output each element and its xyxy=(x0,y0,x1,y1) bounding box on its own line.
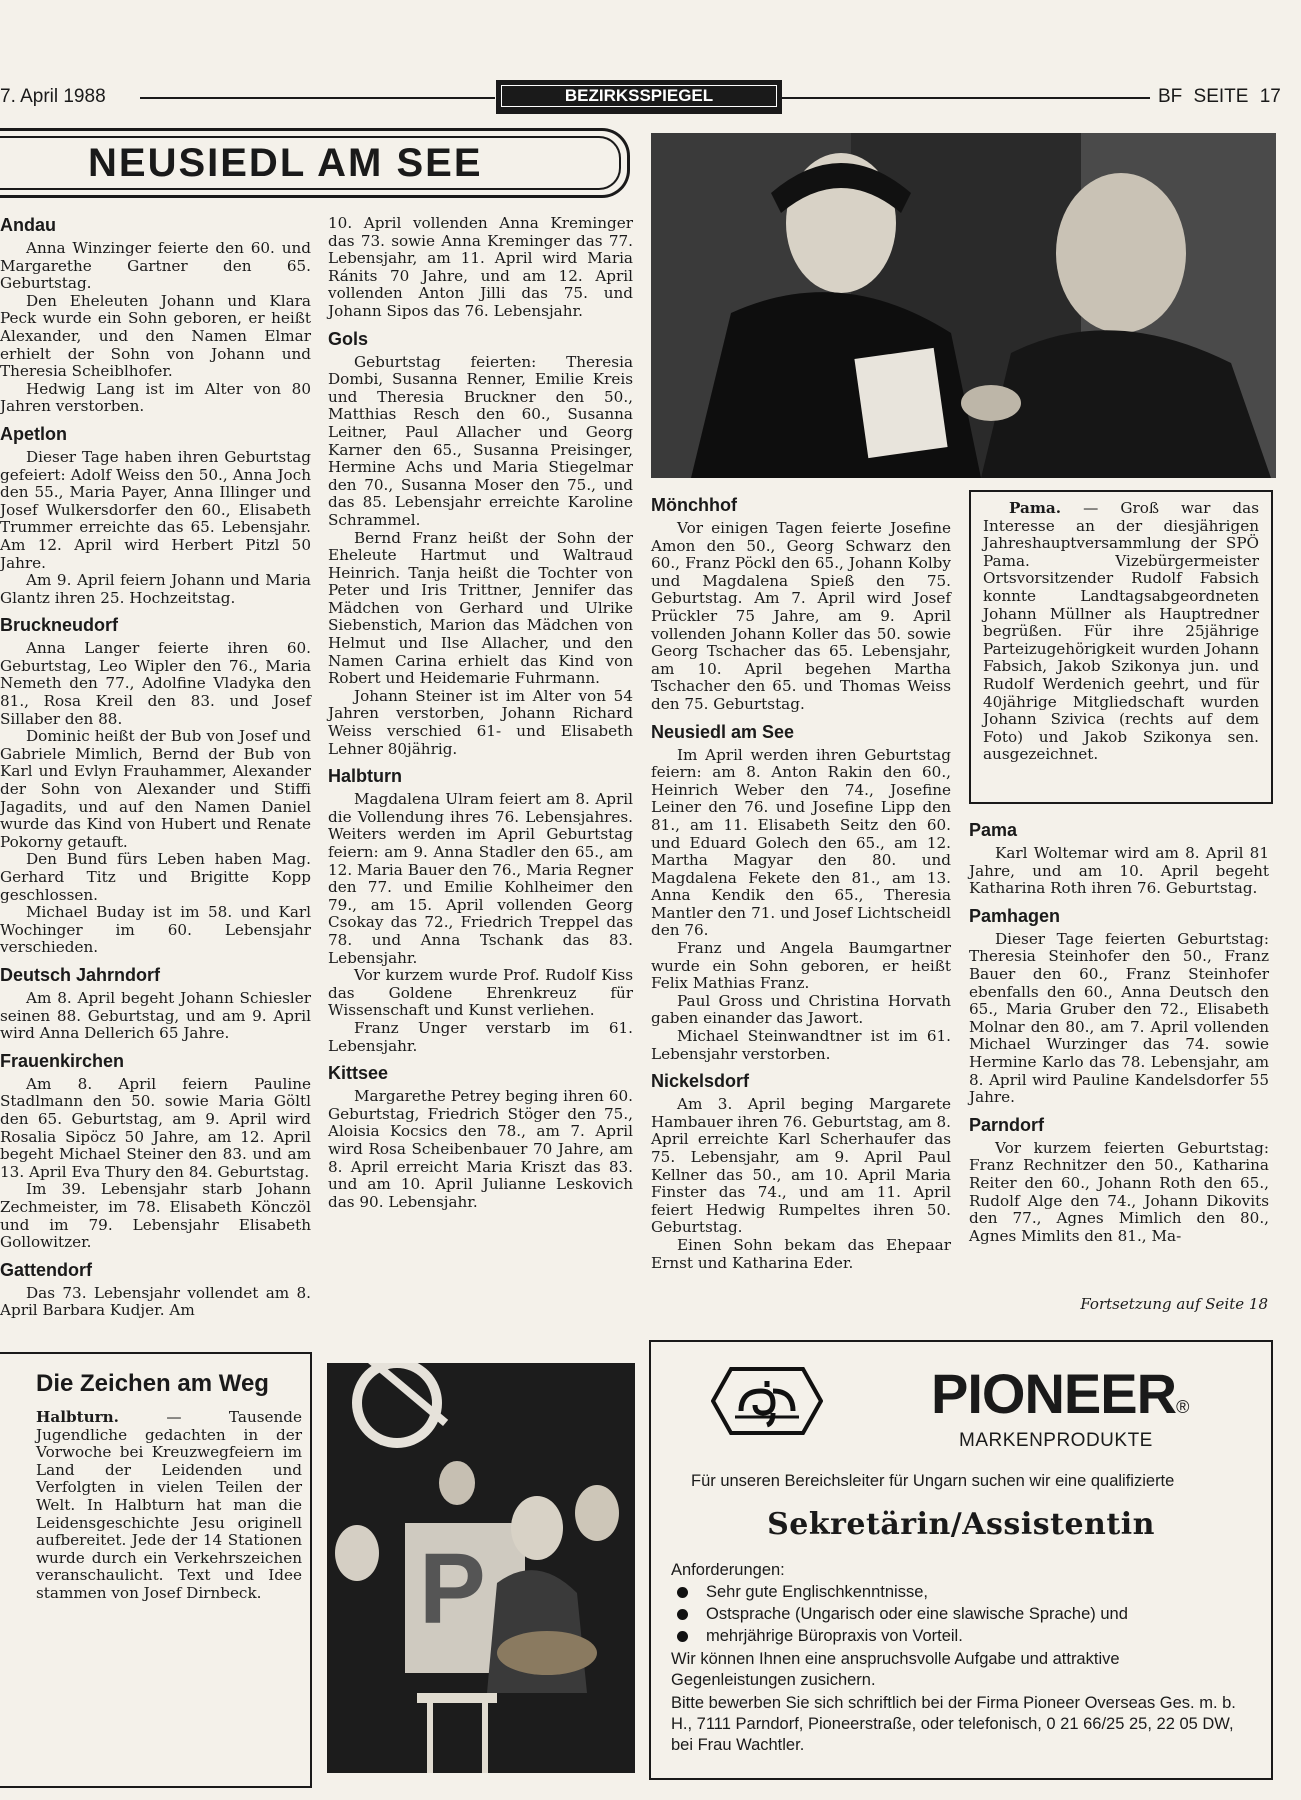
paragraph: Am 8. April feiern Pauline Stadlmann den 50. sowie Maria Göltl den 65. Geburtstag, am 9. April wird Rosalia Sipöcz 50 Jahre, am 12. April begeht Michael Steiner den 83. und am 13. April Eva Thury den 84. Geburtstag. xyxy=(0,1074,311,1181)
pioneer-reg-mark: ® xyxy=(1176,1397,1189,1417)
column-2 xyxy=(328,215,633,1211)
section-heading: Halbturn xyxy=(328,766,402,787)
paragraph: Johann Steiner ist im Alter von 54 Jahren verstorben, Johann Richard Weiss verschied 61- und Elisabeth Lehner 80jährig. xyxy=(328,686,633,758)
photo-halbturn-kreuzweg xyxy=(327,1363,635,1773)
zeichen-title: Die Zeichen am Weg xyxy=(36,1370,269,1397)
column-4 xyxy=(969,820,1269,1245)
section-heading: Gols xyxy=(328,328,369,349)
requirement-text: Ostsprache (Ungarisch oder eine slawische Sprache) und xyxy=(706,1605,1128,1623)
photo-halbturn-image xyxy=(327,1363,635,1773)
section-heading: Pamhagen xyxy=(969,905,1061,926)
paragraph: Margarethe Petrey beging ihren 60. Geburtstag, Friedrich Stöger den 75., Aloisia Kocsics den 78., am 7. April wird Rosa Scheibenbauer 70 Jahre, am 8. April erreicht Maria Kriszt das 83. und am 10. April Julianne Leskovich das 90. Lebensjahr. xyxy=(328,1087,633,1211)
header-rule-left xyxy=(140,97,495,99)
ad-req-label: Anforderungen: xyxy=(671,1561,785,1579)
section-heading: Kittsee xyxy=(328,1063,389,1084)
section-heading: Parndorf xyxy=(969,1114,1045,1135)
paragraph: Am 3. April beging Margarete Hambauer ihren 76. Geburtstag, am 8. April erreichte Karl Scherhaufer das 75. Lebensjahr, am 9. April Paul Kellner das 50., am 10. April Maria Finster das 74., und am 11. April feiert Hedwig Rumpeltes ihren 50. Geburtstag. xyxy=(651,1095,951,1237)
requirement-item xyxy=(671,1604,1246,1625)
paragraph: Vor kurzem feierten Geburtstag: Franz Rechnitzer den 50., Katharina Reiter den 60., Johann Roth den 65., Rudolf Alge den 74., Johann Dikovits den 77., Agnes Mimlich den 80., Agnes Mimlits den 81., Ma- xyxy=(969,1138,1269,1245)
locality-banner xyxy=(0,128,630,198)
photo-pama-image xyxy=(651,133,1276,478)
paragraph: Vor kurzem wurde Prof. Rudolf Kiss das Goldene Ehrenkreuz für Wissenschaft und Kunst verliehen. xyxy=(328,966,633,1020)
photo-pama-honoring xyxy=(651,133,1276,478)
issue-date: 7. April 1988 xyxy=(0,86,106,107)
paragraph: Bernd Franz heißt der Sohn der Eheleute Hartmut und Waltraud Heinrich. Tanja heißt die Tochter von Peter und Iris Trittner, Jennifer das Mädchen von Gerhard und Ulrike Siebenstich, Marion das Mädchen von Helmut und Ilse Allacher, und den Namen Carina erhielt das Kind von Robert und Heidemarie Fuhrmann. xyxy=(328,528,633,688)
ad-position: Sekretärin/Assistentin xyxy=(767,1507,1155,1542)
paragraph: Hedwig Lang ist im Alter von 80 Jahren verstorben. xyxy=(0,379,311,416)
paragraph: Michael Steinwandtner ist im 61. Lebensjahr verstorben. xyxy=(651,1027,951,1063)
paragraph: Karl Woltemar wird am 8. April 81 Jahre, und am 10. April begeht Katharina Roth ihren 76. Geburtstag. xyxy=(969,844,1269,898)
pioneer-brand-name: PIONEER xyxy=(931,1362,1177,1425)
paragraph: Anna Winzinger feierte den 60. und Margarethe Gartner den 65. Geburtstag. xyxy=(0,239,311,293)
section-heading: Apetlon xyxy=(0,423,67,444)
paragraph: Im April werden ihren Geburtstag feiern: am 8. Anton Rakin den 60., Heinrich Weber den 74., Josefine Leiner den 76. und Josefine Lipp den 81., am 11. Elisabeth Seitz den 60. und Eduard Golech den 65., am 12. Martha Magyar den 80. und Magdalena Fekete den 81., am 13. Anna Kendik den 65., Theresia Mantler den 71. und Josef Lichtscheidl den 76. xyxy=(651,745,951,940)
section-heading: Mönchhof xyxy=(651,495,737,515)
zeichen-text xyxy=(36,1409,302,1603)
pama-caption-lead: Pama. xyxy=(1009,499,1062,517)
paragraph: Vor einigen Tagen feierte Josefine Amon den 50., Georg Schwarz den 60., Franz Pöckl den 65., Johann Kolby und Magdalena Spieß den 75. Geburtstag. Am 7. April wird Josef Prückler 75 Jahre, am 9. April vollenden Johann Koller das 50. sowie Georg Tschacher das 65. Lebensjahr, am 10. April begehen Martha Tschacher den 65. und Thomas Weiss den 75. Geburtstag. xyxy=(651,519,951,713)
paragraph: Anna Langer feierte ihren 60. Geburtstag, Leo Wipler den 76., Maria Nemeth den 77., Adolfine Vladyka den 81., Rosa Kreil den 83. und Josef Sillaber den 88. xyxy=(0,639,311,728)
zeichen-lead: Halbturn. xyxy=(36,1408,119,1426)
continued-note: Fortsetzung auf Seite 18 xyxy=(1080,1295,1268,1313)
paragraph: Franz Unger verstarb im 61. Lebensjahr. xyxy=(328,1018,633,1055)
svg-text:P: P xyxy=(419,1533,486,1645)
paragraph: Michael Buday ist im 58. und Karl Wochinger im 60. Lebensjahr verschieden. xyxy=(0,903,311,957)
ad-body xyxy=(671,1560,1246,1756)
ad-apply: Bitte bewerben Sie sich schriftlich bei der Firma Pioneer Overseas Ges. m. b. H., 7111 Parndorf, Pioneerstraße, oder telefonisch, 0 21 66/25 25, 22 05 DW, bei Frau Wachtler. xyxy=(671,1694,1236,1754)
section-heading: Pama xyxy=(969,820,1018,840)
section-heading: Neusiedl am See xyxy=(651,721,795,742)
section-heading: Bruckneudorf xyxy=(0,615,119,636)
section-heading: Andau xyxy=(0,215,56,235)
paragraph: Den Bund fürs Leben haben Mag. Gerhard Titz und Brigitte Kopp geschlossen. xyxy=(0,850,311,904)
ad-requirements-list xyxy=(671,1582,1246,1647)
requirement-item xyxy=(671,1626,1246,1647)
paragraph: Im 39. Lebensjahr starb Johann Zechmeister, im 78. Elisabeth Könczöl und im 79. Lebensjahr Elisabeth Gollowitzer. xyxy=(0,1180,311,1252)
bullet-icon xyxy=(677,1609,688,1620)
ad-intro: Für unseren Bereichsleiter für Ungarn suchen wir eine qualifizierte xyxy=(691,1472,1175,1490)
header-rule-right xyxy=(780,97,1150,99)
paragraph: Das 73. Lebensjahr vollendet am 8. April Barbara Kudjer. Am xyxy=(0,1283,311,1320)
pioneer-logo-icon xyxy=(711,1367,823,1435)
paragraph: 10. April vollenden Anna Kreminger das 73. sowie Anna Kreminger das 77. Lebensjahr, am 11. April wird Maria Ránits 70 Jahre, und am 12. April vollenden Anton Jilli das 75. und Johann Sipos das 76. Lebensjahr. xyxy=(328,214,633,320)
column-1 xyxy=(0,215,311,1320)
paragraph: Franz und Angela Baumgartner wurde ein Sohn geboren, er heißt Felix Mathias Franz. xyxy=(651,939,951,993)
pama-caption-body: — Groß war das Interesse an der diesjährigen Jahreshauptversammlung der SPÖ Pama. Vizebürgermeister Ortsvorsitzender Rudolf Fabsich konnte Landtagsabgeordneten Johann Müllner als Hauptredner begrüßen. Für ihre 25jährige Parteizugehörigkeit wurden Johann Fabsich, Jakob Szikonya jun. und Rudolf Werdenich geehrt, und für 40jährige Mitgliedschaft wurden Johann Szivica (rechts auf dem Foto) und Jakob Szikonya sen. ausgezeichnet. xyxy=(983,499,1259,764)
page-number: BF SEITE 17 xyxy=(1158,86,1281,107)
pioneer-subtitle: MARKENPRODUKTE xyxy=(959,1430,1153,1451)
requirement-text: mehrjährige Büropraxis von Vorteil. xyxy=(706,1627,963,1645)
pama-caption-box xyxy=(969,490,1273,804)
paragraph: Magdalena Ulram feiert am 8. April die Vollendung ihres 76. Lebensjahres. Weiters werden im April Geburtstag feiern: am 9. Anna Stadler den 65., am 12. Maria Bauer den 76., Maria Regner den 77. und Emilie Kohlheimer den 79., am 15. April vollenden Georg Csokay das 72., Friedrich Treppel das 78. und Anna Tschank das 83. Lebensjahr. xyxy=(328,790,633,967)
column-3 xyxy=(651,495,951,1272)
banner-title: NEUSIEDL AM SEE xyxy=(88,141,483,185)
paragraph: Paul Gross und Christina Horvath gaben einander das Jawort. xyxy=(651,991,951,1028)
ad-offer: Wir können Ihnen eine anspruchsvolle Aufgabe und attraktive Gegenleistungen zusichern. xyxy=(671,1650,1120,1689)
section-heading: Frauenkirchen xyxy=(0,1050,125,1071)
zeichen-body: — Tausende Jugendliche gedachten in der Vorwoche bei Kreuzwegfeiern im Land der Leidenden und Verfolgten in vielen Teilen der Welt. In Halbturn hat man die Leidensgeschichte Jesu originell aufbereitet. Jede der 14 Stationen wurde durch ein Verkehrszeichen veranschaulicht. Text und Idee stammen von Josef Dirnbeck. xyxy=(36,1408,302,1602)
paragraph: Am 9. April feiern Johann und Maria Glantz ihren 25. Hochzeitstag. xyxy=(0,571,311,607)
pioneer-brand xyxy=(931,1364,1188,1437)
bullet-icon xyxy=(677,1587,688,1598)
zeichen-article xyxy=(0,1352,312,1788)
section-heading: Nickelsdorf xyxy=(651,1071,750,1092)
paragraph: Dominic heißt der Bub von Josef und Gabriele Mimlich, Bernd der Bub von Karl und Evlyn Frauhammer, Alexander der Sohn von Alexander und Stiffi Jagadits, und auf den Namen Daniel wurde das Kind von Hubert und Renate Pokorny getauft. xyxy=(0,727,311,851)
paragraph: Am 8. April begeht Johann Schiesler seinen 88. Geburtstag, und am 9. April wird Anna Dellerich 65 Jahre. xyxy=(0,988,311,1043)
section-heading: Deutsch Jahrndorf xyxy=(0,964,161,985)
paragraph: Geburtstag feierten: Theresia Dombi, Susanna Renner, Emilie Kreis und Theresia Bruckner den 50., Matthias Resch den 60., Susanna Leitner, Paul Allacher und Georg Karner den 65., Susanna Preisinger, Hermine Achs und Maria Stiegelmar den 70., Susanna Moser den 75., und das 85. Lebensjahr erreichte Karoline Schrammel. xyxy=(328,352,633,529)
pama-caption-text xyxy=(983,500,1259,764)
paragraph: Dieser Tage haben ihren Geburtstag gefeiert: Adolf Weiss den 50., Anna Joch den 55., Maria Payer, Anna Illinger und Josef Wulkersdorfer den 60., Elisabeth Trummer erreichte das 65. Lebensjahr. Am 12. April wird Herbert Pitzl 50 Jahre. xyxy=(0,447,311,572)
requirement-text: Sehr gute Englischkenntnisse, xyxy=(706,1583,928,1601)
paragraph: Einen Sohn bekam das Ehepaar Ernst und Katharina Eder. xyxy=(651,1235,951,1272)
pioneer-ad xyxy=(649,1340,1273,1780)
requirement-item xyxy=(671,1582,1246,1603)
bullet-icon xyxy=(677,1631,688,1642)
section-heading: Gattendorf xyxy=(0,1259,92,1280)
paragraph: Den Eheleuten Johann und Klara Peck wurde ein Sohn geboren, er heißt Alexander, und den Namen Elmar erhielt der Sohn von Johann und Theresia Scheiblhofer. xyxy=(0,291,311,381)
section-label xyxy=(496,80,782,114)
paragraph: Dieser Tage feierten Geburtstag: Theresia Steinhofer den 50., Franz Bauer den 60., Franz Steinhofer ebenfalls den 60., Anna Deutsch den 65., Maria Gruber den 72., Elisabeth Molnar den 80., am 7. April vollenden Michael Wurzinger das 74. sowie Hermine Karlo das 78. Lebensjahr, am 8. April wird Pauline Kandelsdorfer 55 Jahre. xyxy=(969,929,1269,1107)
section-label-text: BEZIRKSSPIEGEL xyxy=(501,85,777,107)
